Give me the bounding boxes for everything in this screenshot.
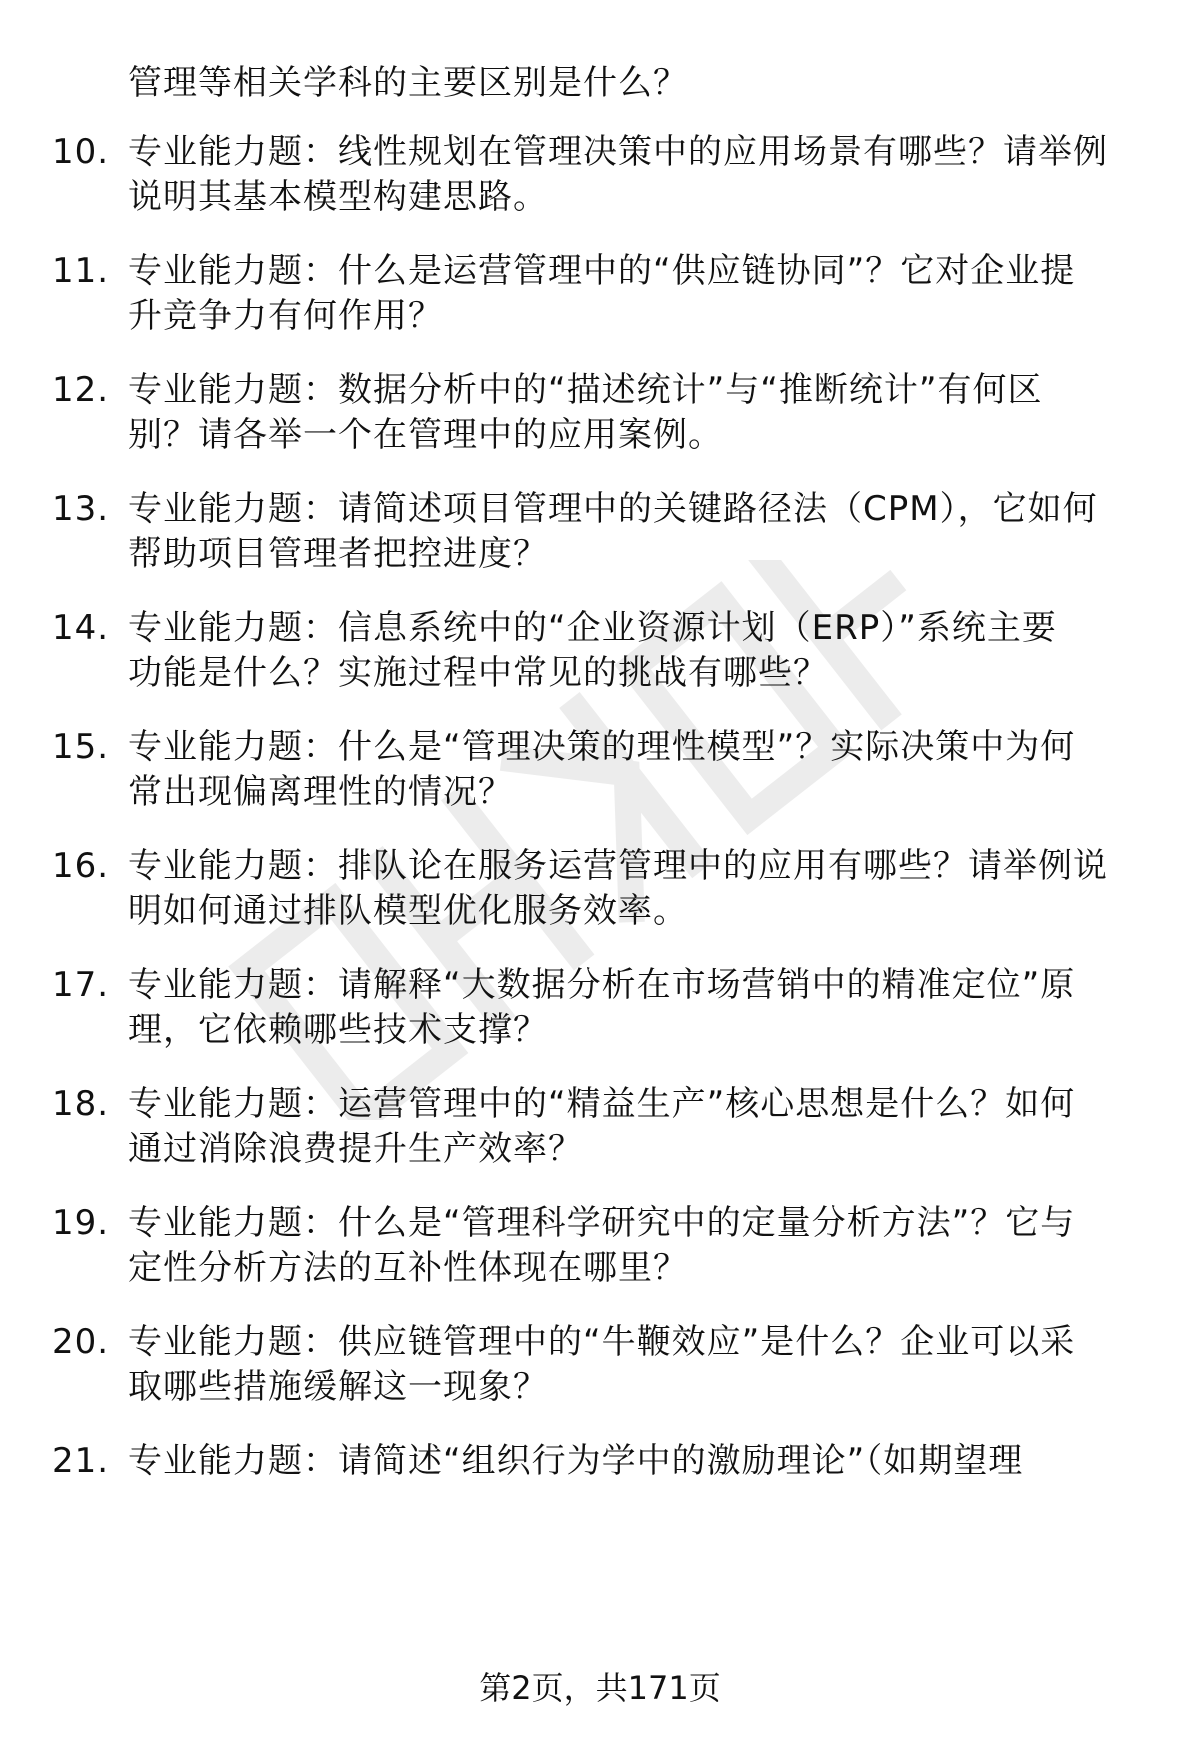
question-line-1: 专业能力题：请简述项目管理中的关键路径法（CPM），它如何: [128, 489, 1098, 529]
question-line-1: 专业能力题：数据分析中的“描述统计”与“推断统计”有何区: [128, 370, 1043, 410]
question-number: 15.: [52, 727, 110, 767]
question-line-1: 专业能力题：排队论在服务运营管理中的应用有哪些？请举例说: [128, 846, 1108, 886]
question-number: 14.: [52, 608, 110, 648]
question-line-1: 专业能力题：请简述“组织行为学中的激励理论”（如期望理: [128, 1441, 1024, 1481]
question-line-1: 专业能力题：供应链管理中的“牛鞭效应”是什么？企业可以采: [128, 1322, 1076, 1362]
question-line-1: 专业能力题：请解释“大数据分析在市场营销中的精准定位”原: [128, 965, 1076, 1005]
question-line-2: 取哪些措施缓解这一现象？: [128, 1367, 548, 1407]
question-line-2: 理，它依赖哪些技术支撑？: [128, 1010, 548, 1050]
question-number: 19.: [52, 1203, 110, 1243]
question-number: 21.: [52, 1441, 110, 1481]
question-line-2: 通过消除浪费提升生产效率？: [128, 1129, 583, 1169]
question-line-2: 明如何通过排队模型优化服务效率。: [128, 891, 688, 931]
question-number: 11.: [52, 251, 110, 291]
question-line-1: 专业能力题：什么是运营管理中的“供应链协同”？它对企业提: [128, 251, 1076, 291]
question-line-1: 专业能力题：什么是“管理决策的理性模型”？实际决策中为何: [128, 727, 1076, 767]
continuation-line: 管理等相关学科的主要区别是什么？: [128, 63, 688, 103]
question-line-2: 升竞争力有何作用？: [128, 296, 443, 336]
question-line-1: 专业能力题：什么是“管理科学研究中的定量分析方法”？它与: [128, 1203, 1076, 1243]
question-number: 20.: [52, 1322, 110, 1362]
question-number: 16.: [52, 846, 110, 886]
question-line-2: 定性分析方法的互补性体现在哪里？: [128, 1248, 688, 1288]
question-number: 18.: [52, 1084, 110, 1124]
question-line-1: 专业能力题：信息系统中的“企业资源计划（ERP）”系统主要: [128, 608, 1057, 648]
question-line-2: 别？请各举一个在管理中的应用案例。: [128, 415, 723, 455]
question-line-2: 说明其基本模型构建思路。: [128, 177, 548, 217]
question-number: 13.: [52, 489, 110, 529]
question-number: 12.: [52, 370, 110, 410]
page-footer: 第2页，共171页: [479, 1669, 721, 1707]
question-line-1: 专业能力题：线性规划在管理决策中的应用场景有哪些？请举例: [128, 132, 1108, 172]
question-line-2: 帮助项目管理者把控进度？: [128, 534, 548, 574]
question-line-2: 功能是什么？实施过程中常见的挑战有哪些？: [128, 653, 828, 693]
question-number: 10.: [52, 132, 110, 172]
question-number: 17.: [52, 965, 110, 1005]
question-line-1: 专业能力题：运营管理中的“精益生产”核心思想是什么？如何: [128, 1084, 1076, 1124]
question-line-2: 常出现偏离理性的情况？: [128, 772, 513, 812]
